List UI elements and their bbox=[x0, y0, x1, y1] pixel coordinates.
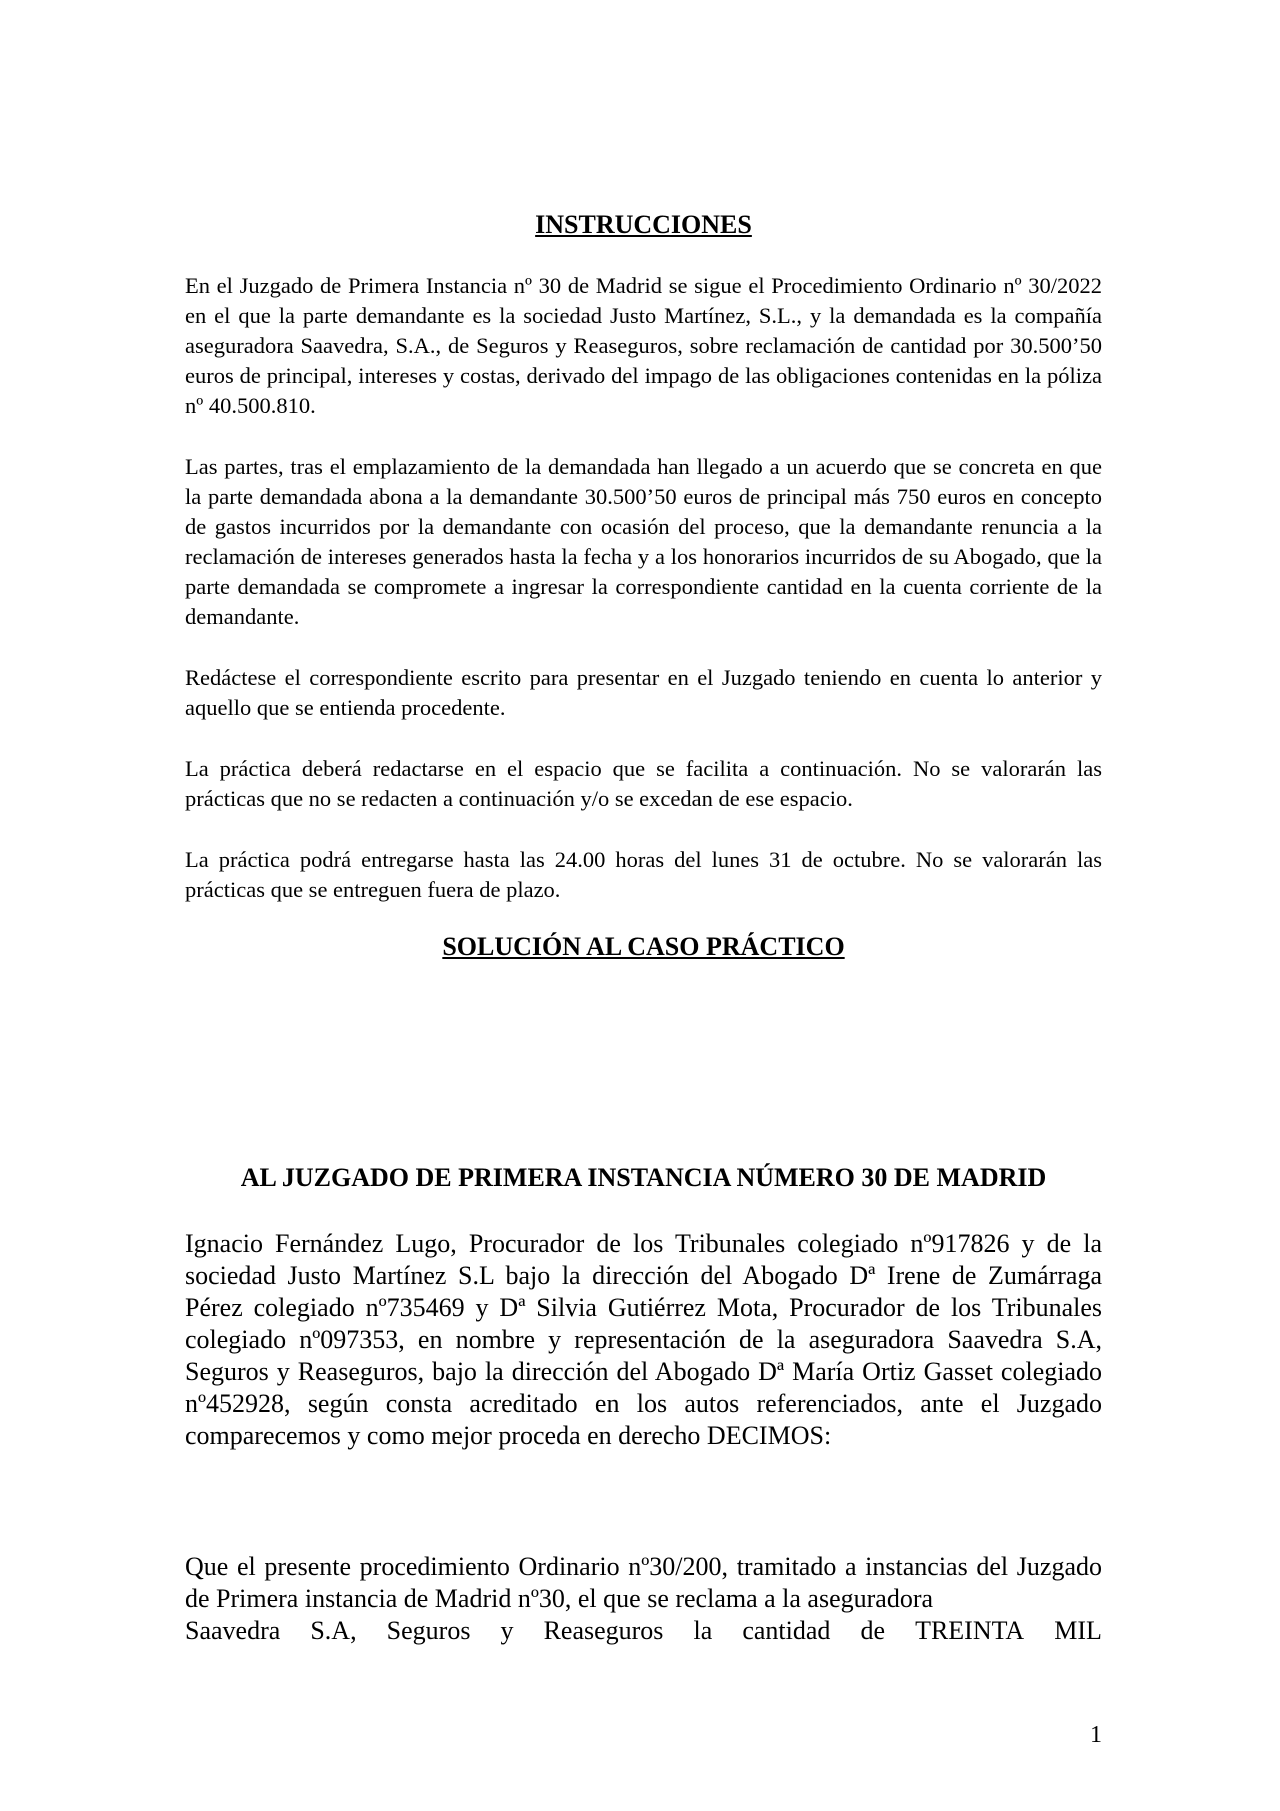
spacer bbox=[185, 240, 1102, 271]
word: Saavedra bbox=[185, 1616, 281, 1645]
heading-instrucciones: INSTRUCCIONES bbox=[535, 210, 752, 239]
appearance-paragraph: Ignacio Fernández Lugo, Procurador de los Tribunales colegiado nº917826 y de la sociedad Justo Martínez S.L bajo la dirección del Abogado Dª Irene de Zumárraga Pérez colegiado nº735469 y Dª Silvia Gutiérrez Mota, Procurador de los Tribunales colegiado nº097353, en nombre y representación de la aseguradora Saavedra S.A, Seguros y Reaseguros, bajo la dirección del Abogado Dª María Ortiz Gasset colegiado nº452928, según consta acreditado en los autos referenciados, ante el Juzgado comparecemos y como mejor proceda en derecho DECIMOS: bbox=[185, 1229, 1102, 1450]
paragraph-procedure: En el Juzgado de Primera Instancia nº 30 de Madrid se sigue el Procedimiento Ordinario nº 30/2022 en el que la parte demandante es la sociedad Justo Martínez, S.L., y la demandada es la compañía aseguradora Saavedra, S.A., de Seguros y Reaseguros, sobre reclamación de cantidad por 30.500’50 euros de principal, intereses y costas, derivado del impago de las obligaciones contenidas en la póliza nº 40.500.810. bbox=[185, 273, 1102, 418]
instructions-section bbox=[185, 210, 1102, 962]
appearance-section bbox=[185, 1228, 1102, 1452]
statement-section bbox=[185, 1551, 1102, 1647]
word: la bbox=[693, 1616, 713, 1645]
paragraph-deadline: La práctica podrá entregarse hasta las 24.00 horas del lunes 31 de octubre. No se valorarán las prácticas que se entreguen fuera de plazo. bbox=[185, 847, 1102, 902]
heading-solucion: SOLUCIÓN AL CASO PRÁCTICO bbox=[442, 932, 845, 961]
word: TREINTA bbox=[915, 1616, 1025, 1645]
word: MIL bbox=[1054, 1616, 1102, 1645]
word: Reaseguros bbox=[543, 1616, 664, 1645]
spacer bbox=[185, 632, 1102, 663]
word: y bbox=[500, 1616, 514, 1645]
statement-paragraph: Que el presente procedimiento Ordinario nº30/200, tramitado a instancias del Juzgado de Primera instancia de Madrid nº30, el que se reclama a la aseguradora bbox=[185, 1552, 1102, 1613]
word: Seguros bbox=[386, 1616, 471, 1645]
court-title: AL JUZGADO DE PRIMERA INSTANCIA NÚMERO 30 DE MADRID bbox=[240, 1163, 1047, 1192]
paragraph-drafting: Redáctese el correspondiente escrito para presentar en el Juzgado teniendo en cuenta lo anterior y aquello que se entienda procedente. bbox=[185, 665, 1102, 720]
spacer bbox=[185, 723, 1102, 754]
paragraph-space-rule: La práctica deberá redactarse en el espacio que se facilita a continuación. No se valorarán las prácticas que no se redacten a continuación y/o se excedan de ese espacio. bbox=[185, 756, 1102, 811]
spacer bbox=[185, 421, 1102, 452]
spacer bbox=[185, 814, 1102, 845]
page-number: 1 bbox=[1090, 1722, 1102, 1748]
word: cantidad bbox=[742, 1616, 831, 1645]
paragraph-agreement: Las partes, tras el emplazamiento de la demandada han llegado a un acuerdo que se concreta en que la parte demandada abona a la demandante 30.500’50 euros de principal más 750 euros en concepto de gastos incurridos por la demandante con ocasión del proceso, que la demandante renuncia a la reclamación de intereses generados hasta la fecha y a los honorarios incurridos de su Abogado, que la parte demandada se compromete a ingresar la correspondiente cantidad en la cuenta corriente de la demandante. bbox=[185, 454, 1102, 629]
statement-last-line bbox=[185, 1615, 1102, 1647]
word: de bbox=[860, 1616, 885, 1645]
word: S.A, bbox=[310, 1616, 357, 1645]
